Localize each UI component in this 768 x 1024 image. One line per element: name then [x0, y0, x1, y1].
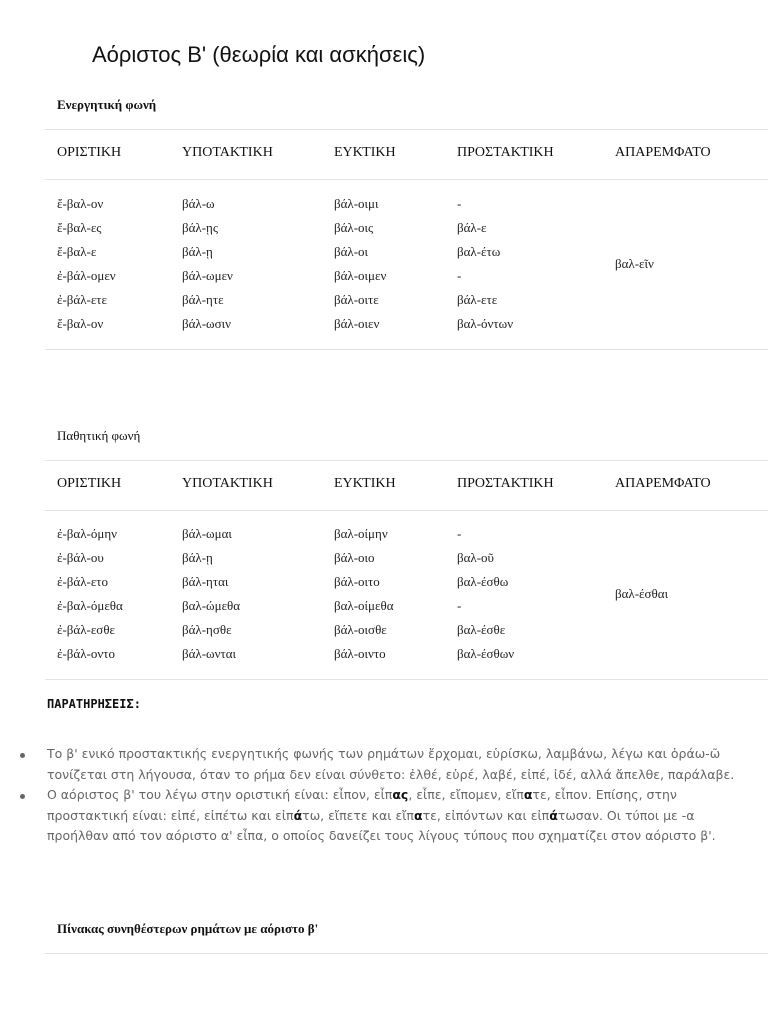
passive-voice-heading: Παθητική φωνή — [57, 428, 141, 443]
note-text: τω, εἴπετε και εἴπ — [302, 807, 414, 823]
active-cell: βάλ-οιμεν — [334, 268, 387, 283]
note-item — [20, 785, 750, 847]
passive-infinitive: βαλ-έσθαι — [615, 586, 669, 601]
bullet-icon — [20, 753, 25, 758]
active-table-bottom-rule — [45, 349, 768, 350]
passive-cell: βάλ-οιντο — [334, 646, 386, 661]
active-header-0: ΟΡΙΣΤΙΚΗ — [57, 145, 122, 160]
common-verbs-table-rule — [45, 953, 768, 954]
passive-cell: ἐ-βάλ-οντο — [57, 646, 115, 661]
active-header-3: ΠΡΟΣΤΑΚΤΙΚΗ — [457, 145, 554, 160]
passive-cell: βαλ-έσθω — [457, 574, 509, 589]
active-header-1: ΥΠΟΤΑΚΤΙΚΗ — [182, 145, 273, 160]
passive-cell: βαλ-ώμεθα — [182, 598, 241, 613]
note-emphasis: α — [523, 787, 533, 802]
note-emphasis: ας — [392, 787, 409, 802]
active-header-4: ΑΠΑΡΕΜΦΑΤΟ — [615, 145, 711, 160]
active-cell: βάλ-οι — [334, 244, 369, 259]
passive-cell: βαλ-οῦ — [457, 550, 494, 565]
note-text: , εἶπε, εἴπομεν, εἴπ — [408, 787, 524, 802]
passive-cell: - — [457, 526, 462, 541]
passive-header-0: ΟΡΙΣΤΙΚΗ — [57, 476, 122, 491]
active-cell: βάλ-ωμεν — [182, 268, 233, 283]
active-cell: - — [457, 196, 462, 211]
active-cell: βαλ-όντων — [457, 316, 514, 331]
active-cell: ἔ-βαλ-ε — [57, 244, 97, 259]
note-emphasis: ά — [549, 807, 558, 823]
active-table-header-rule — [45, 179, 768, 180]
active-cell: βάλ-οιεν — [334, 316, 380, 331]
active-cell: βάλ-ετε — [457, 292, 498, 307]
active-infinitive: βαλ-εῖν — [615, 256, 654, 271]
bullet-icon — [20, 794, 25, 799]
passive-cell: βάλ-ωνται — [182, 646, 237, 661]
active-cell: βάλ-ε — [457, 220, 487, 235]
note-item — [20, 744, 750, 785]
active-cell: βάλ-οιμι — [334, 196, 379, 211]
passive-cell: ἐ-βαλ-όμεθα — [57, 598, 123, 613]
passive-cell: βάλ-οιο — [334, 550, 375, 565]
passive-cell: ἐ-βάλ-εσθε — [57, 622, 115, 637]
active-header-2: ΕΥΚΤΙΚΗ — [334, 145, 396, 160]
passive-header-3: ΠΡΟΣΤΑΚΤΙΚΗ — [457, 476, 554, 491]
passive-cell: βάλ-ησθε — [182, 622, 232, 637]
notes-list — [20, 744, 750, 847]
passive-cell: ἐ-βάλ-ετο — [57, 574, 109, 589]
active-cell: βαλ-έτω — [457, 244, 501, 259]
passive-cell: βάλ-ωμαι — [182, 526, 232, 541]
notes-title: ΠΑΡΑΤΗΡΗΣΕΙΣ: — [47, 697, 141, 711]
active-cell: βάλ-ῃς — [182, 220, 219, 235]
passive-cell: ἐ-βάλ-ου — [57, 550, 104, 565]
passive-cell: βαλ-οίμην — [334, 526, 388, 541]
note-text: τε, εἶπον. Επίσης, στην προστακτική είναι: εἰπέ, εἰπέτω και εἰπ — [47, 787, 677, 823]
passive-cell: ἐ-βαλ-όμην — [57, 526, 117, 541]
active-cell: ἐ-βάλ-ετε — [57, 292, 107, 307]
passive-header-1: ΥΠΟΤΑΚΤΙΚΗ — [182, 476, 273, 491]
passive-cell: βάλ-ηται — [182, 574, 229, 589]
active-cell: βάλ-οιτε — [334, 292, 379, 307]
active-cell: ἐ-βάλ-ομεν — [57, 268, 116, 283]
passive-cell: βαλ-οίμεθα — [334, 598, 394, 613]
page-title: Αόριστος Β' (θεωρία και ασκήσεις) — [92, 42, 426, 67]
active-voice-heading: Ενεργητική φωνή — [57, 97, 157, 112]
passive-cell: - — [457, 598, 462, 613]
note-emphasis: ά — [293, 807, 303, 823]
passive-cell: βάλ-ῃ — [182, 550, 213, 565]
passive-cell: βαλ-έσθων — [457, 646, 515, 661]
note-text: Ο αόριστος β' του λέγω στην οριστική είναι: εἶπον, εἶπ — [47, 787, 393, 802]
passive-table-header-rule — [45, 510, 768, 511]
active-cell: ἔ-βαλ-ες — [57, 220, 102, 235]
common-verbs-table-heading: Πίνακας συνηθέστερων ρημάτων με αόριστο β' — [57, 921, 319, 936]
active-cell: βάλ-οις — [334, 220, 374, 235]
passive-cell: βάλ-οιτο — [334, 574, 380, 589]
passive-table-top-rule — [45, 460, 768, 461]
passive-header-4: ΑΠΑΡΕΜΦΑΤΟ — [615, 476, 711, 491]
passive-cell: βαλ-έσθε — [457, 622, 506, 637]
passive-cell: βάλ-οισθε — [334, 622, 387, 637]
active-cell: βάλ-ητε — [182, 292, 224, 307]
passive-header-2: ΕΥΚΤΙΚΗ — [334, 476, 396, 491]
note-text: τε, εἰπόντων και εἰπ — [422, 807, 550, 823]
active-table-top-rule — [45, 129, 768, 130]
note-text: Το β' ενικό προστακτικής ενεργητικής φωνής των ρημάτων ἔρχομαι, εὑρίσκω, λαμβάνω, λέγω και ὁράω-ῶ τονίζεται στη λήγουσα, όταν το ρήμα δεν είναι σύνθετο: ἐλθέ, εὑρέ, λαβέ, εἰπέ, ἰδέ, αλλά ἄπελθε, παράλαβε. — [47, 746, 735, 782]
active-cell: - — [457, 268, 462, 283]
active-cell: ἔ-βαλ-ον — [57, 316, 104, 331]
active-cell: βάλ-ωσιν — [182, 316, 231, 331]
passive-table-bottom-rule — [45, 679, 768, 680]
note-emphasis: α — [413, 807, 423, 823]
active-cell: ἔ-βαλ-ον — [57, 196, 104, 211]
active-cell: βάλ-ω — [182, 196, 215, 211]
active-cell: βάλ-ῃ — [182, 244, 213, 259]
note-text: τωσαν. Οι τύποι με -α προήλθαν από τον αόριστο α' εἶπα, ο οποίος δανείζει τους λίγους τύπους που σχηματίζει στον αόριστο β'. — [47, 807, 716, 843]
